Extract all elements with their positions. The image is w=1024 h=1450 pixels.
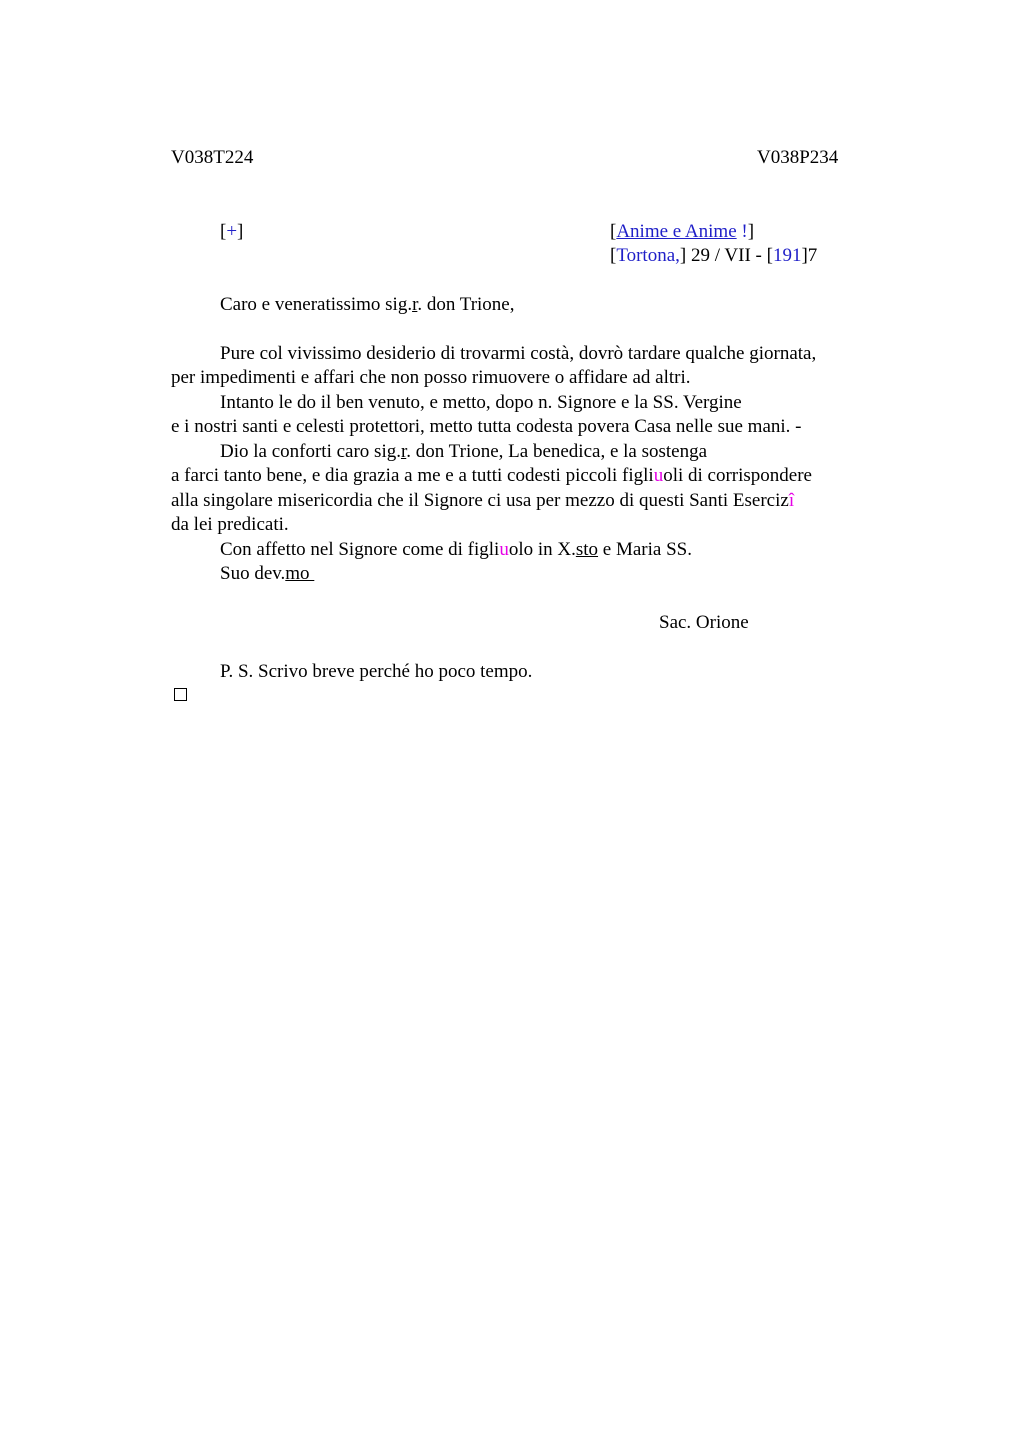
- variant-letter: î: [788, 490, 795, 511]
- paragraph-line: Intanto le do il ben venuto, e metto, dopo n. Signore e la SS. Vergine: [220, 392, 742, 413]
- signature: Sac. Orione: [659, 612, 749, 633]
- year-prefix: 191: [772, 245, 802, 266]
- title-exclamation: !: [741, 221, 748, 242]
- paragraph-line: e i nostri santi e celesti protettori, metto tutta codesta povera Casa nelle sue mani. -: [171, 416, 802, 437]
- salutation-text: . don Trione,: [417, 294, 515, 315]
- closing-line: [220, 538, 692, 562]
- bracket: [: [220, 221, 227, 242]
- right-code: V038P234: [757, 147, 839, 168]
- cross-mark: [220, 220, 243, 244]
- bracket: ]: [747, 221, 755, 242]
- line-text: oli di corrispondere: [663, 465, 812, 486]
- year-close: ]7: [801, 245, 818, 266]
- letter-title: [610, 220, 754, 244]
- paragraph-line: per impedimenti e affari che non posso rimuovere o affidare ad altri.: [171, 367, 691, 388]
- line-text: e Maria SS.: [598, 539, 692, 560]
- bracket: [: [610, 245, 617, 266]
- line-text: olo in X.: [508, 539, 576, 560]
- line-text: Dio la conforti caro sig.: [220, 441, 401, 462]
- superscript-mo: mo: [285, 563, 315, 584]
- postscript: P. S. Scrivo breve perché ho poco tempo.: [220, 661, 533, 682]
- superscript-sto: sto: [575, 539, 599, 560]
- superscript-r: r: [412, 294, 418, 315]
- variant-letter: u: [653, 465, 664, 486]
- paragraph-line: [171, 464, 812, 488]
- line-text: Suo dev.: [220, 563, 286, 584]
- devoted-line: [220, 562, 314, 586]
- cross-icon: +: [226, 221, 238, 242]
- date-text: ] 29 / VII - [: [679, 245, 773, 266]
- bracket: [: [610, 221, 617, 242]
- salutation-text: Caro e veneratissimo sig.: [220, 294, 413, 315]
- superscript-r: r: [400, 441, 407, 462]
- paragraph-line: da lei predicati.: [171, 514, 289, 535]
- place-name: Tortona,: [616, 245, 680, 266]
- paragraph-line: [220, 440, 707, 464]
- line-text: Con affetto nel Signore come di figli: [220, 539, 500, 560]
- line-text: alla singolare misericordia che il Signore ci usa per mezzo di questi Santi Eserciz: [171, 490, 789, 511]
- title-link[interactable]: Anime e Anime: [616, 221, 737, 242]
- left-code: V038T224: [171, 147, 254, 168]
- paragraph-line: [171, 489, 794, 513]
- paragraph-line: Pure col vivissimo desiderio di trovarmi costà, dovrò tardare qualche giornata,: [220, 343, 817, 364]
- letter-date: [610, 244, 817, 268]
- line-text: . don Trione, La benedica, e la sostenga: [406, 441, 708, 462]
- bracket: ]: [237, 221, 244, 242]
- salutation: [220, 293, 515, 317]
- variant-letter: u: [499, 539, 509, 560]
- end-square-icon: [174, 688, 187, 701]
- line-text: a farci tanto bene, e dia grazia a me e a tutti codesti piccoli figli: [171, 465, 654, 486]
